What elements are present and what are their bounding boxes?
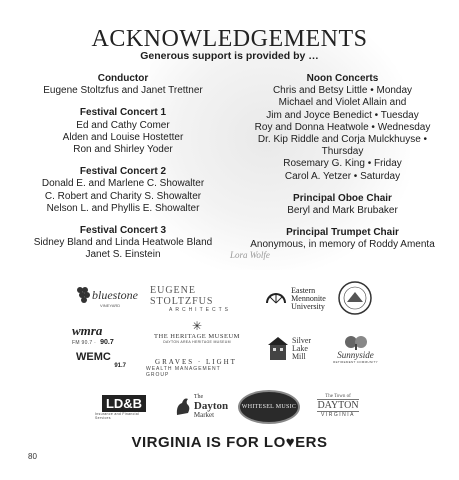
wemc-name: WEMC xyxy=(76,351,111,363)
graves-name: GRAVES · LIGHT xyxy=(155,358,237,366)
heritage-name: THE HERITAGE MUSEUM xyxy=(154,332,240,340)
credit-line: Rosemary G. King • Friday xyxy=(283,158,402,170)
page-subtitle: Generous support is provided by … xyxy=(140,50,319,62)
whitesel-music-logo xyxy=(238,390,300,424)
credit-line: Donald E. and Marlene C. Showalter xyxy=(41,178,205,190)
ldb-name: LD&B xyxy=(102,395,146,412)
silverlake-line3: Mill xyxy=(291,352,306,361)
sunnyside-sub: RETIREMENT COMMUNITY xyxy=(333,360,378,364)
heritage-sub: DAYTON AREA HERITAGE MUSEUM xyxy=(163,339,231,344)
section-heading: Conductor xyxy=(97,73,149,84)
credit-line: Ron and Shirley Yoder xyxy=(73,144,173,156)
emu-line2: Mennonite xyxy=(291,294,326,303)
heart-icon: ♥ xyxy=(285,434,296,451)
credit-line: Ed and Cathy Comer xyxy=(76,119,170,131)
star-icon: ✳ xyxy=(191,318,203,333)
seal-icon xyxy=(337,280,373,316)
bluestone-sub: VINEYARD xyxy=(100,303,121,308)
wemc-logo xyxy=(76,350,126,370)
heritage-museum-logo xyxy=(152,316,242,346)
page-title: ACKNOWLEDGEMENTS xyxy=(91,26,368,52)
whitesel-name: WHITESEL MUSIC xyxy=(241,404,297,410)
wemc-frequency: 91.7 xyxy=(114,363,126,369)
credit-line: C. Robert and Charity S. Showalter xyxy=(44,190,202,202)
credit-line: Alden and Louise Hostetter xyxy=(62,131,184,143)
mt-pleasant-logo xyxy=(337,280,373,316)
emu-line1: Eastern xyxy=(291,286,316,295)
section-heading: Noon Concerts xyxy=(306,73,379,84)
wmra-sub: FM 90.7 · xyxy=(72,339,97,346)
graves-sub: WEALTH MANAGEMENT GROUP xyxy=(146,366,221,378)
mill-icon xyxy=(268,336,290,362)
bluestone-logo xyxy=(70,280,140,312)
right-column xyxy=(240,73,445,252)
stoltzfus-name: EUGENE STOLTZFUS xyxy=(150,285,214,307)
section-heading: Festival Concert 2 xyxy=(79,166,167,178)
section-heading: Festival Concert 3 xyxy=(79,225,167,237)
town-line2: DAYTON xyxy=(317,400,359,411)
silverlake-line2: Lake xyxy=(291,344,308,353)
credit-line: Beryl and Mark Brubaker xyxy=(287,205,398,217)
wmra-logo xyxy=(72,322,127,346)
silverlake-line1: Silver xyxy=(291,336,312,345)
rooster-icon xyxy=(174,395,192,417)
credit-line: Janet S. Einstein xyxy=(85,249,161,261)
tree-icon xyxy=(341,334,371,350)
credit-line: Roy and Donna Heatwole • Wednesday xyxy=(254,121,431,133)
virginia-tagline: VIRGINIA IS FOR LO♥ERS xyxy=(131,434,328,451)
credit-line: Michael and Violet Allain and xyxy=(278,97,407,109)
credit-line: Carol A. Yetzer • Saturday xyxy=(284,170,401,182)
credit-line: Dr. Kip Riddle and Corja Mulckhuyse • Thursday xyxy=(257,134,428,158)
town-line1: The Town of xyxy=(325,394,351,399)
credit-line: Chris and Betsy Little • Monday xyxy=(272,85,413,97)
town-line3: VIRGINIA xyxy=(321,412,355,418)
section-heading: Festival Concert 1 xyxy=(79,107,167,119)
wmra-name: wmra xyxy=(72,322,103,338)
artist-signature: Lora Wolfe xyxy=(230,250,270,260)
sunnyside-logo xyxy=(333,330,378,368)
graves-light-logo xyxy=(146,356,246,380)
section-heading: Principal Oboe Chair xyxy=(293,192,392,204)
ldb-logo xyxy=(95,392,153,422)
dayton-market-logo xyxy=(172,390,230,422)
section-heading: Principal Trumpet Chair xyxy=(286,227,399,239)
emu-line3: University xyxy=(291,302,325,311)
page-number: 80 xyxy=(28,452,37,461)
wmra-frequency: 90.7 xyxy=(100,338,114,346)
sunnyside-name: Sunnyside xyxy=(337,350,374,360)
dayton-market-line1: The xyxy=(193,393,204,400)
bluestone-name: bluestone xyxy=(92,288,138,302)
emu-logo xyxy=(255,283,335,315)
credit-line: Anonymous, in memory of Roddy Amenta xyxy=(250,239,435,251)
sunburst-icon xyxy=(264,287,288,311)
dayton-market-line3: Market xyxy=(193,410,215,419)
left-column xyxy=(28,73,218,262)
credit-line: Sidney Bland and Linda Heatwole Bland xyxy=(33,237,213,249)
dayton-market-line2: Dayton xyxy=(193,399,229,412)
town-of-dayton-logo xyxy=(312,388,364,424)
stoltzfus-logo xyxy=(150,285,250,313)
grape-icon xyxy=(70,280,140,312)
silver-lake-mill-logo xyxy=(262,333,317,365)
credit-line: Jim and Joyce Benedict • Tuesday xyxy=(266,109,419,121)
credit-line: Eugene Stoltzfus and Janet Trettner xyxy=(43,85,203,97)
ldb-sub: Insurance and Financial Services xyxy=(95,411,140,420)
stoltzfus-sub: ARCHITECTS xyxy=(169,307,231,313)
credit-line: Nelson L. and Phyllis E. Showalter xyxy=(46,202,200,214)
